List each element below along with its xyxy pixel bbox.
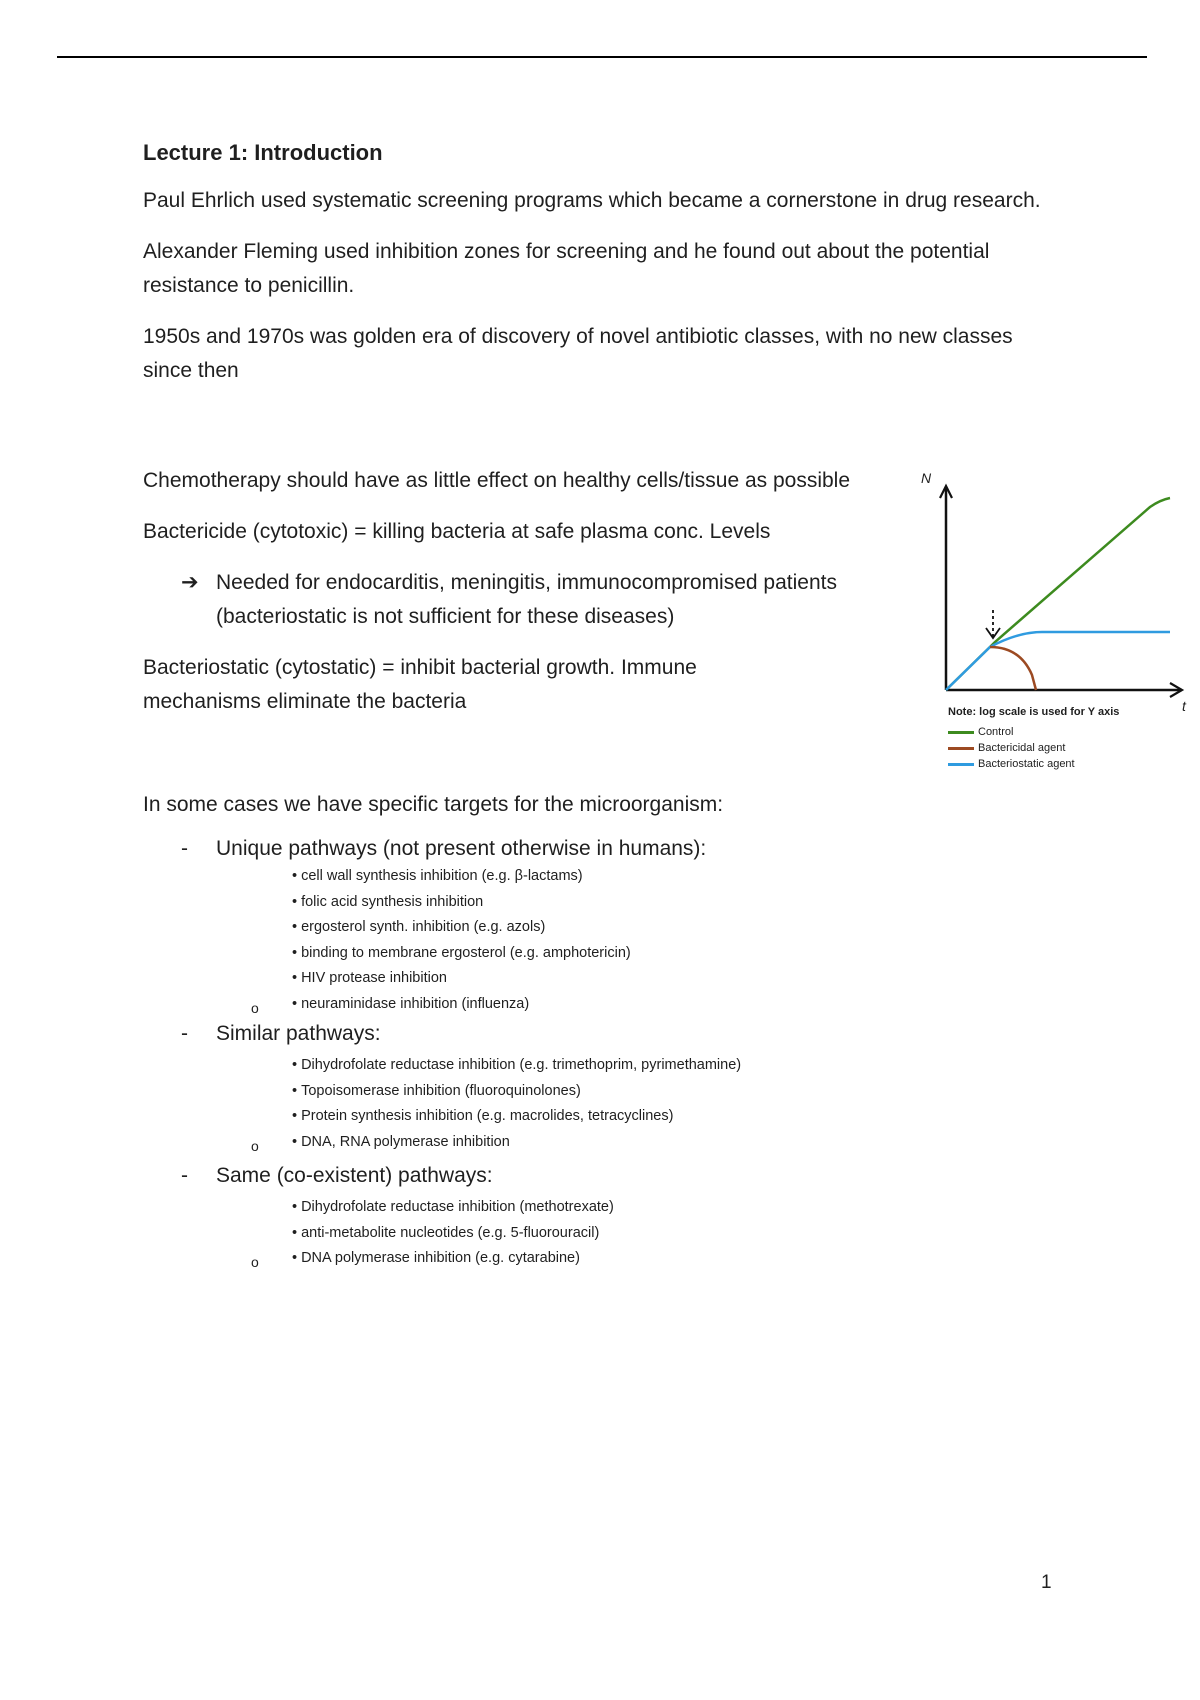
pathway-list-unique <box>143 864 1063 1017</box>
legend-swatch <box>948 731 974 734</box>
bactericidal-curve <box>990 647 1036 690</box>
legend-item-bacteriostatic: Bacteriostatic agent <box>948 756 1075 772</box>
arrow-icon: ➔ <box>181 571 199 594</box>
list-item: o • DNA polymerase inhibition (e.g. cytarabine) <box>292 1246 1063 1272</box>
figure-legend <box>948 724 1075 772</box>
pathway-list-similar <box>143 1053 1063 1155</box>
list-item: • Dihydrofolate reductase inhibition (methotrexate) <box>292 1199 614 1215</box>
x-axis-label: t <box>1182 698 1186 714</box>
pathway-group-similar <box>143 1019 1063 1049</box>
growth-curve-figure <box>920 470 1190 780</box>
dash-bullet: - <box>181 837 188 860</box>
list-item: o • neuraminidase inhibition (influenza) <box>292 992 1063 1018</box>
bacteriostatic-curve <box>946 632 1170 690</box>
pathway-list-same <box>143 1195 1063 1272</box>
header-rule <box>57 56 1147 58</box>
arrow-point-text: Needed for endocarditis, meningitis, immunocompromised patients (bacteriostatic is not sufficient for these diseases) <box>216 571 837 628</box>
dash-bullet: - <box>181 1164 188 1187</box>
paragraph-golden-era: 1950s and 1970s was golden era of discovery of novel antibiotic classes, with no new classes since then <box>143 325 1013 382</box>
circle-bullet: o <box>251 1137 259 1154</box>
paragraph-chemotherapy: Chemotherapy should have as little effect on healthy cells/tissue as possible <box>143 469 851 492</box>
pathway-group-same <box>143 1161 1063 1191</box>
arrow-point <box>143 566 916 634</box>
legend-swatch <box>948 763 974 766</box>
legend-swatch <box>948 747 974 750</box>
list-item: • folic acid synthesis inhibition <box>292 893 484 910</box>
list-item: • anti-metabolite nucleotides (e.g. 5-fluorouracil) <box>292 1224 600 1241</box>
circle-bullet: o <box>251 999 259 1016</box>
paragraph-fleming: Alexander Fleming used inhibition zones for screening and he found out about the potential resistance to penicillin. <box>143 240 990 297</box>
page-number: 1 <box>1041 1572 1052 1593</box>
pathway-heading: Unique pathways (not present otherwise in humans): <box>216 837 707 860</box>
figure-note: Note: log scale is used for Y axis <box>948 706 1120 718</box>
list-item: • Topoisomerase inhibition (fluoroquinolones) <box>292 1082 581 1099</box>
circle-bullet: o <box>251 1254 259 1270</box>
page-title: Lecture 1: Introduction <box>143 140 383 165</box>
list-item: o • DNA, RNA polymerase inhibition <box>292 1130 1063 1156</box>
pathway-heading: Similar pathways: <box>216 1022 381 1045</box>
y-axis-label: N <box>921 470 932 486</box>
paragraph-bacteriostatic: Bacteriostatic (cytostatic) = inhibit bacterial growth. Immune mechanisms eliminate the bacteria <box>143 656 697 713</box>
list-item: • cell wall synthesis inhibition (e.g. β-lactams) <box>292 868 583 884</box>
legend-item-control: Control <box>948 724 1075 740</box>
paragraph-targets: In some cases we have specific targets for the microorganism: <box>143 793 724 816</box>
list-item: • binding to membrane ergosterol (e.g. amphotericin) <box>292 944 631 961</box>
paragraph-bactericide: Bactericide (cytotoxic) = killing bacteria at safe plasma conc. Levels <box>143 520 771 543</box>
growth-curve-plot <box>920 470 1190 710</box>
paragraph-ehrlich: Paul Ehrlich used systematic screening programs which became a cornerstone in drug research. <box>143 189 1041 212</box>
control-curve <box>946 498 1170 690</box>
legend-item-bactericidal: Bactericidal agent <box>948 740 1075 756</box>
list-item: • HIV protease inhibition <box>292 970 447 986</box>
dash-bullet: - <box>181 1022 188 1045</box>
pathway-heading: Same (co-existent) pathways: <box>216 1164 493 1187</box>
list-item: • ergosterol synth. inhibition (e.g. azols) <box>292 919 546 935</box>
list-item: • Protein synthesis inhibition (e.g. macrolides, tetracyclines) <box>292 1108 674 1124</box>
list-item: • Dihydrofolate reductase inhibition (e.g. trimethoprim, pyrimethamine) <box>292 1057 742 1073</box>
pathway-group-unique <box>143 834 1063 864</box>
